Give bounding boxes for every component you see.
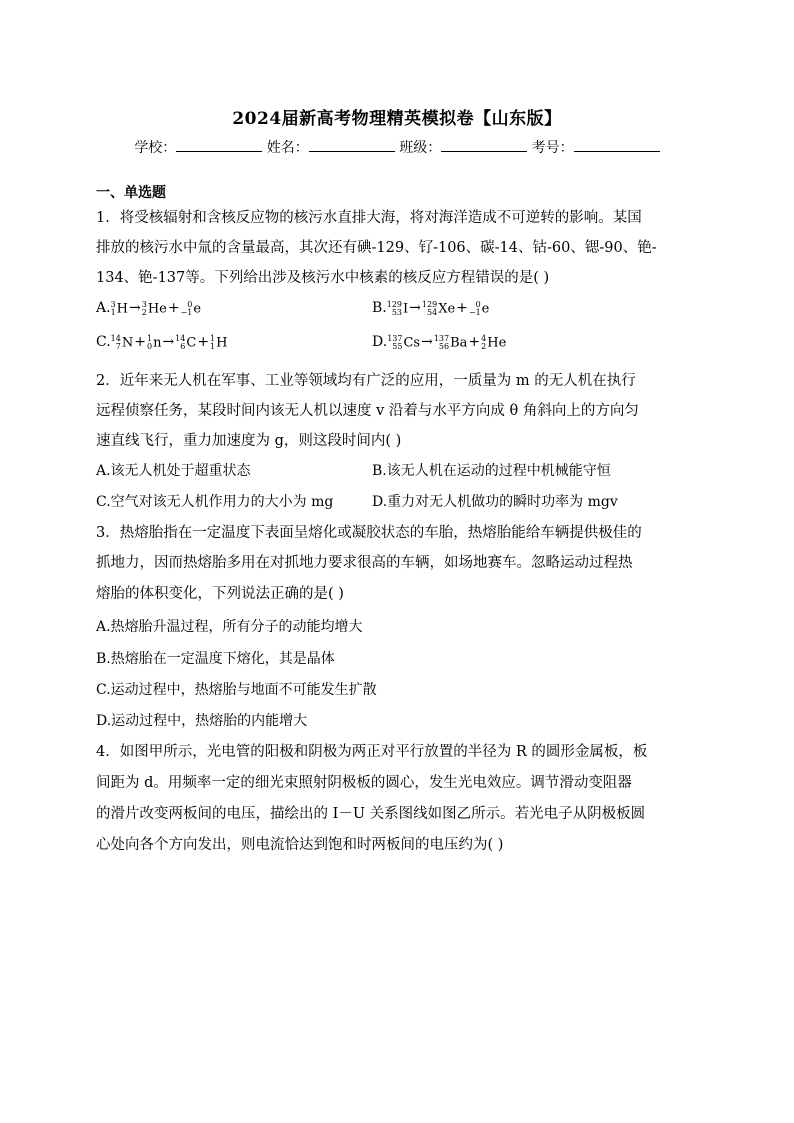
nuclide [434, 335, 468, 351]
nuclide [387, 335, 420, 351]
element-symbol: Xe [438, 301, 456, 316]
nuclide [422, 301, 455, 317]
option-letter: C. [96, 334, 111, 350]
element-symbol: He [487, 335, 507, 350]
plus-operator: + [167, 300, 180, 316]
atomic-number: 54 [427, 307, 438, 317]
option-letter: A. [96, 300, 111, 316]
element-symbol: n [153, 335, 162, 350]
q3-option-b[interactable]: B.热熔胎在一定温度下熔化，其是晶体 [96, 651, 335, 667]
name-label: 姓名： [266, 140, 309, 156]
nuclide [210, 335, 227, 351]
mass-number: 129 [386, 299, 403, 309]
nuclide [181, 301, 202, 317]
mass-number: 14 [175, 333, 186, 343]
arrow-operator: → [129, 300, 141, 316]
mass-number: 14 [110, 333, 121, 343]
q3-line-1: 3．热熔胎指在一定温度下表面呈熔化或凝胶状态的车胎，热熔胎能给车辆提供极佳的 [96, 525, 642, 541]
section-heading: 一、单选题 [96, 185, 166, 201]
element-symbol: e [481, 301, 490, 316]
nuclide [387, 301, 408, 317]
q4-line-4: 心处向各个方向发出，则电流恰达到饱和时两板间的电压约为( ) [96, 837, 504, 853]
q1-line-1: 1．将受核辐射和含核反应物的核污水直排大海，将对海洋造成不可逆转的影响。某国 [96, 210, 642, 226]
arrow-operator: → [162, 334, 175, 350]
q3-option-d[interactable]: D.运动过程中，热熔胎的内能增大 [96, 713, 308, 729]
q1-line-3: 134、铯-137等。下列给出涉及核污水中核素的核反应方程错误的是( ) [96, 270, 550, 286]
atomic-number: 53 [391, 307, 403, 317]
element-symbol: I [403, 301, 409, 316]
q1-option-b[interactable] [372, 300, 489, 317]
q2-option-c[interactable]: C.空气对该无人机作用力的大小为 mg [96, 494, 334, 510]
q3-option-c[interactable]: C.运动过程中，热熔胎与地面不可能发生扩散 [96, 682, 377, 698]
element-symbol: H [216, 335, 228, 350]
q3-line-2: 抓地力，因而热熔胎多用在对抓地力要求很高的车辆，如场地赛车。忽略运动过程热 [96, 555, 633, 571]
q4-line-1: 4．如图甲所示，光电管的阳极和阴极为两正对平行放置的半径为 R 的圆形金属板，板 [96, 744, 648, 760]
nuclide [111, 301, 128, 317]
option-letter: D. [372, 334, 388, 350]
school-blank[interactable] [176, 137, 262, 152]
atomic-number: 55 [392, 341, 403, 351]
mass-number: 137 [433, 333, 450, 343]
nuclide [147, 335, 161, 351]
mass-number: 4 [481, 333, 487, 343]
plus-operator: + [134, 334, 146, 350]
atomic-number: −1 [468, 307, 481, 317]
mass-number: 1 [146, 333, 153, 343]
exam-title: 2024届新高考物理精英模拟卷【山东版】 [232, 109, 562, 129]
plus-operator: + [197, 334, 210, 350]
mass-number: 3 [110, 299, 116, 309]
q2-line-3: 速直线飞行，重力加速度为 g，则这段时间内( ) [96, 433, 402, 449]
mass-number: 129 [421, 299, 438, 309]
element-symbol: e [193, 301, 202, 316]
q1-line-2: 排放的核污水中氚的含量最高，其次还有碘-129、钌-106、碳-14、钴-60、锶-90、铯- [96, 240, 657, 256]
q2-option-d[interactable]: D.重力对无人机做功的瞬时功率为 mgv [372, 494, 618, 510]
q4-line-2: 间距为 d。用频率一定的细光束照射阴极板的圆心，发生光电效应。调节滑动变阻器 [96, 775, 632, 791]
q1-option-c[interactable] [96, 334, 227, 351]
class-blank[interactable] [441, 137, 527, 152]
q2-option-a[interactable]: A.该无人机处于超重状态 [96, 463, 251, 479]
atomic-number: −1 [180, 307, 193, 317]
exam-number-blank[interactable] [574, 137, 660, 152]
atomic-number: 2 [481, 341, 487, 351]
nuclide [481, 335, 506, 351]
mass-number: 0 [187, 299, 193, 309]
element-symbol: Ba [450, 335, 468, 350]
atomic-number: 0 [146, 341, 153, 351]
element-symbol: N [121, 335, 134, 350]
student-info-row [0, 137, 794, 157]
atomic-number: 56 [438, 341, 450, 351]
name-blank[interactable] [309, 137, 395, 152]
option-letter: B. [372, 300, 387, 316]
plus-operator: + [468, 334, 481, 350]
q3-option-a[interactable]: A.热熔胎升温过程，所有分子的动能均增大 [96, 619, 363, 635]
atomic-number: 1 [210, 341, 216, 351]
element-symbol: H [116, 301, 128, 316]
nuclide [175, 335, 196, 351]
q1-option-a[interactable] [96, 300, 201, 317]
atomic-number: 6 [180, 341, 186, 351]
atomic-number: 1 [110, 307, 116, 317]
arrow-operator: → [409, 300, 421, 316]
q2-line-2: 远程侦察任务，某段时间内该无人机以速度 v 沿着与水平方向成 θ 角斜向上的方向匀 [96, 403, 639, 419]
arrow-operator: → [421, 334, 433, 350]
school-label: 学校： [134, 140, 177, 156]
plus-operator: + [456, 300, 468, 316]
atomic-number: 7 [115, 341, 121, 351]
element-symbol: He [147, 301, 167, 316]
nuclide [142, 301, 167, 317]
q3-line-3: 熔胎的体积变化，下列说法正确的是( ) [96, 586, 344, 602]
element-symbol: Cs [403, 335, 421, 350]
mass-number: 137 [387, 333, 403, 343]
q2-line-1: 2．近年来无人机在军事、工业等领域均有广泛的应用，一质量为 m 的无人机在执行 [96, 373, 636, 389]
mass-number: 1 [210, 333, 216, 343]
exam-number-label: 考号： [531, 140, 574, 156]
nuclide [111, 335, 134, 351]
q2-option-b[interactable]: B.该无人机在运动的过程中机械能守恒 [372, 463, 611, 479]
atomic-number: 2 [141, 307, 147, 317]
mass-number: 3 [141, 299, 147, 309]
q1-option-d[interactable] [372, 334, 506, 351]
nuclide [469, 301, 490, 317]
q4-line-3: 的滑片改变两板间的电压，描绘出的 I－U 关系图线如图乙所示。若光电子从阴极板圆 [96, 806, 646, 822]
class-label: 班级： [399, 140, 442, 156]
mass-number: 0 [475, 299, 481, 309]
element-symbol: C [186, 335, 197, 350]
